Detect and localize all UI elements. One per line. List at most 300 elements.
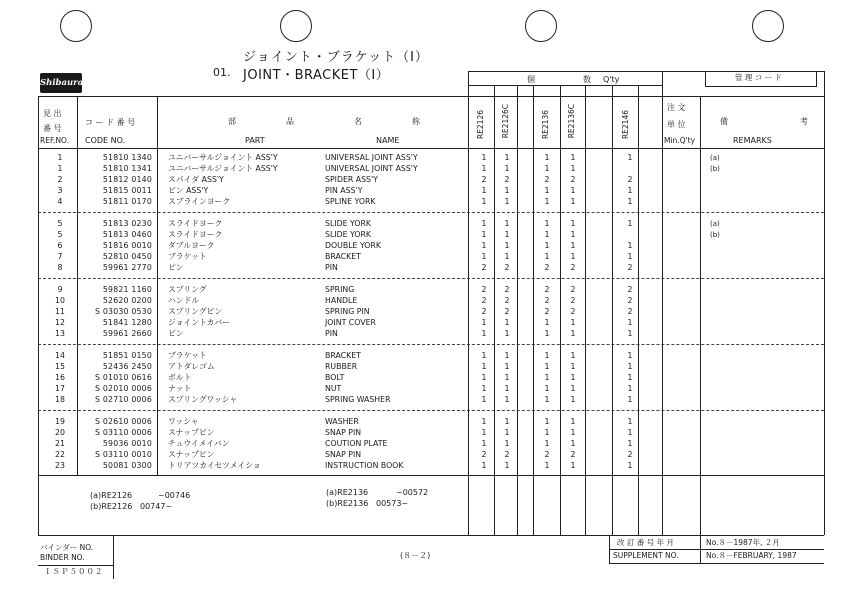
group-separator-3 [38, 344, 824, 345]
qty-re2126c: 1 [504, 384, 510, 393]
order-header-en: Min.Q'ty [664, 136, 696, 145]
ref-number: 5 [57, 219, 63, 228]
note-left-b-range: 00747~ [140, 502, 173, 511]
qty-re2136c: 1 [570, 329, 576, 338]
qty-header-en: Q'ty [603, 75, 620, 84]
model-label-re2146: RE2146 [621, 110, 630, 140]
qty-re2136: 2 [544, 307, 550, 316]
qty-re2136c: 1 [570, 164, 576, 173]
qty-re2136: 1 [544, 164, 550, 173]
qty-re2126c: 1 [504, 362, 510, 371]
qty-re2146: 2 [627, 296, 633, 305]
ref-number: 10 [55, 296, 65, 305]
part-name-jp: スナップピン [168, 428, 215, 437]
qty-re2126c: 2 [504, 285, 510, 294]
part-name-en: INSTRUCTION BOOK [325, 461, 404, 470]
code-number: 51815 0011 [102, 186, 152, 195]
qty-re2136c: 1 [570, 219, 576, 228]
code-number: 51810 1340 [102, 153, 152, 162]
table-row [0, 186, 841, 196]
qty-re2146: 1 [627, 384, 633, 393]
model-label-re2126c: RE2126C [501, 104, 510, 139]
qty-re2136: 1 [544, 439, 550, 448]
code-number: 51812 0140 [102, 175, 152, 184]
part-name-en: SPLINE YORK [325, 197, 376, 206]
qty-re2126: 2 [481, 285, 487, 294]
qty-re2126c: 1 [504, 241, 510, 250]
qty-re2126: 1 [481, 428, 487, 437]
ref-number: 8 [57, 263, 63, 272]
qty-re2126c: 1 [504, 439, 510, 448]
ref-number: 2 [57, 175, 63, 184]
frame-top [38, 96, 824, 97]
qty-re2126c: 2 [504, 263, 510, 272]
part-header-en: PART [245, 136, 265, 145]
remark: (b) [710, 165, 720, 173]
part-name-en: BRACKET [325, 252, 361, 261]
table-row [0, 450, 841, 460]
management-code-label: 管 理 コ ー ド [735, 73, 783, 82]
part-name-en: PIN [325, 263, 338, 272]
ref-number: 5 [57, 230, 63, 239]
qty-re2136: 1 [544, 153, 550, 162]
qty-re2126: 1 [481, 197, 487, 206]
part-name-jp: ダブルヨーク [168, 241, 215, 250]
part-name-en: HANDLE [325, 296, 358, 305]
header-bottom [38, 148, 824, 149]
qty-re2126: 1 [481, 241, 487, 250]
remarks-header-jp2: 考 [800, 117, 808, 126]
qty-re2126: 1 [481, 230, 487, 239]
group-separator-4 [38, 410, 824, 411]
code-number: 59961 2770 [102, 263, 152, 272]
qty-re2136c: 1 [570, 384, 576, 393]
qty-re2126: 1 [481, 384, 487, 393]
qty-re2126c: 1 [504, 252, 510, 261]
remark: (a) [710, 220, 720, 228]
title-jp: ジョイント・ブラケット（Ⅰ） [243, 50, 429, 65]
table-row [0, 439, 841, 449]
table-row [0, 153, 841, 163]
part-name-jp: ユニバーサルジョイント ASS'Y [168, 164, 278, 173]
qty-re2126c: 1 [504, 153, 510, 162]
qty-re2126c: 1 [504, 428, 510, 437]
qty-re2126: 1 [481, 362, 487, 371]
qty-re2126: 1 [481, 395, 487, 404]
qty-re2126c: 1 [504, 318, 510, 327]
note-right-b-range: 00573~ [376, 499, 409, 508]
part-name-en: NUT [325, 384, 342, 393]
part-name-en: JOINT COVER [325, 318, 376, 327]
table-row [0, 373, 841, 383]
note-left-b: (b)RE2126 [90, 502, 133, 511]
qty-subheader-line [468, 85, 662, 86]
ref-number: 20 [55, 428, 65, 437]
part-name-en: BOLT [325, 373, 345, 382]
code-number: S 02610 0006 [95, 417, 152, 426]
qty-re2126: 1 [481, 329, 487, 338]
qty-header-jp1: 個 [527, 75, 535, 84]
binder-label-en: BINDER NO. [40, 553, 85, 562]
name-header-jp1: 名 [354, 117, 362, 126]
binder-hole-4 [752, 10, 784, 42]
table-row [0, 230, 841, 240]
qty-re2126: 1 [481, 318, 487, 327]
binder-hole-3 [525, 10, 557, 42]
qty-re2136: 1 [544, 384, 550, 393]
binder-hole-1 [60, 10, 92, 42]
qty-re2146: 1 [627, 373, 633, 382]
part-name-jp: スパイダ ASS'Y [168, 175, 224, 184]
qty-re2136c: 1 [570, 241, 576, 250]
qty-re2136: 2 [544, 263, 550, 272]
qty-re2126c: 1 [504, 329, 510, 338]
code-number: 51813 0460 [102, 230, 152, 239]
qty-re2136c: 1 [570, 252, 576, 261]
part-name-jp: スナップピン [168, 450, 215, 459]
code-number: S 03110 0010 [95, 450, 152, 459]
supplement-label-en: SUPPLEMENT NO. [613, 551, 679, 560]
qty-re2136: 2 [544, 285, 550, 294]
part-name-en: BRACKET [325, 351, 361, 360]
table-row [0, 461, 841, 471]
table-row [0, 219, 841, 229]
ref-number: 12 [55, 318, 65, 327]
name-header-jp2: 称 [412, 117, 420, 126]
qty-re2126c: 2 [504, 296, 510, 305]
code-number: 52810 0450 [102, 252, 152, 261]
qty-re2126c: 2 [504, 175, 510, 184]
ref-number: 23 [55, 461, 65, 470]
note-right-a: (a)RE2136 [326, 488, 369, 497]
code-number: 51841 1280 [102, 318, 152, 327]
binder-number: ＩＳＰ５００２ [44, 567, 104, 576]
supplement-label-jp: 改 訂 番 号 年 月 [617, 538, 674, 547]
part-name-jp: スライドヨーク [168, 230, 223, 239]
code-number: S 01010 0616 [95, 373, 152, 382]
part-name-jp: スプリング [168, 285, 207, 294]
part-name-jp: ユニバーサルジョイント ASS'Y [168, 153, 278, 162]
code-number: S 03030 0530 [95, 307, 152, 316]
qty-re2126c: 1 [504, 417, 510, 426]
part-name-jp: ピン ASS'Y [168, 186, 209, 195]
qty-re2136c: 2 [570, 307, 576, 316]
part-name-en: SNAP PIN [325, 450, 362, 459]
qty-re2136: 2 [544, 450, 550, 459]
qty-re2126: 1 [481, 439, 487, 448]
part-name-jp: スプリングピン [168, 307, 223, 316]
part-header-jp2: 品 [286, 117, 294, 126]
part-name-en: SPIDER ASS'Y [325, 175, 378, 184]
qty-re2146: 1 [627, 428, 633, 437]
qty-re2126c: 1 [504, 186, 510, 195]
qty-re2126: 1 [481, 153, 487, 162]
part-name-en: PIN ASS'Y [325, 186, 363, 195]
qty-re2146: 2 [627, 175, 633, 184]
qty-re2136c: 1 [570, 197, 576, 206]
order-header-jp2: 単 位 [667, 120, 686, 129]
binder-right-line [113, 535, 114, 579]
qty-re2126c: 1 [504, 395, 510, 404]
ref-header-jp1: 見 出 [43, 109, 62, 118]
qty-re2126: 2 [481, 263, 487, 272]
qty-re2126: 2 [481, 296, 487, 305]
qty-re2146: 1 [627, 417, 633, 426]
part-name-jp: ピン [168, 263, 184, 272]
table-row [0, 296, 841, 306]
qty-re2126: 1 [481, 186, 487, 195]
table-row [0, 175, 841, 185]
part-name-jp: ワッシャ [168, 417, 199, 426]
qty-re2136c: 2 [570, 450, 576, 459]
qty-re2136: 1 [544, 241, 550, 250]
qty-re2146: 1 [627, 219, 633, 228]
model-label-re2136c: RE2136C [567, 104, 576, 139]
note-right-a-range: ~00572 [396, 488, 429, 497]
notes-top [38, 475, 824, 476]
model-label-re2136: RE2136 [541, 110, 550, 140]
logo-text: Shibaura [40, 78, 84, 88]
qty-re2136c: 1 [570, 395, 576, 404]
qty-re2126c: 2 [504, 450, 510, 459]
part-name-en: RUBBER [325, 362, 358, 371]
title-en: JOINT・BRACKET（Ⅰ） [243, 68, 390, 83]
part-name-en: PIN [325, 329, 338, 338]
table-row [0, 241, 841, 251]
binder-label-jp: バインダー NO. [40, 543, 94, 552]
remark: (b) [710, 231, 720, 239]
table-row [0, 351, 841, 361]
qty-re2136c: 1 [570, 362, 576, 371]
qty-re2136c: 1 [570, 428, 576, 437]
qty-re2126c: 1 [504, 373, 510, 382]
code-number: 59036 0010 [102, 439, 152, 448]
qty-header-jp2: 数 [583, 75, 591, 84]
qty-re2136: 1 [544, 461, 550, 470]
page-reference: (８－２) [400, 551, 431, 560]
qty-re2136c: 1 [570, 461, 576, 470]
qty-re2146: 1 [627, 197, 633, 206]
code-number: S 02710 0006 [95, 395, 152, 404]
table-row [0, 362, 841, 372]
ref-header-en: REF.NO. [40, 136, 70, 145]
qty-re2136c: 2 [570, 285, 576, 294]
qty-re2146: 1 [627, 153, 633, 162]
qty-re2136: 1 [544, 428, 550, 437]
code-number: 51811 0170 [102, 197, 152, 206]
qty-re2126: 1 [481, 417, 487, 426]
qty-re2136c: 2 [570, 175, 576, 184]
note-left-a: (a)RE2126 [90, 491, 133, 500]
table-row [0, 395, 841, 405]
table-row [0, 164, 841, 174]
qty-re2146: 1 [627, 252, 633, 261]
binder-divider [38, 565, 113, 566]
qty-re2126: 1 [481, 373, 487, 382]
ref-number: 3 [57, 186, 63, 195]
qty-re2146: 1 [627, 329, 633, 338]
code-header-en: CODE NO. [85, 136, 126, 145]
group-separator-2 [38, 278, 824, 279]
part-name-jp: ピン [168, 329, 184, 338]
part-name-en: SPRING PIN [325, 307, 370, 316]
qty-re2126c: 2 [504, 307, 510, 316]
part-name-en: SNAP PIN [325, 428, 362, 437]
table-row [0, 285, 841, 295]
qty-re2126: 2 [481, 307, 487, 316]
shibaura-logo [40, 73, 82, 93]
order-header-jp1: 注 文 [667, 103, 686, 112]
table-row [0, 384, 841, 394]
qty-re2146: 1 [627, 461, 633, 470]
ref-number: 9 [57, 285, 63, 294]
ref-number: 19 [55, 417, 65, 426]
part-name-jp: ハンドル [168, 296, 200, 305]
code-number: S 02010 0006 [95, 384, 152, 393]
supplement-value-jp: No.８－1987年, ２月 [706, 538, 780, 547]
qty-re2136: 1 [544, 252, 550, 261]
qty-re2126: 2 [481, 450, 487, 459]
qty-re2126: 1 [481, 351, 487, 360]
part-name-jp: スプラインヨーク [168, 197, 231, 206]
ref-number: 6 [57, 241, 63, 250]
qty-re2136: 1 [544, 197, 550, 206]
qty-re2126: 1 [481, 461, 487, 470]
qty-re2136c: 1 [570, 417, 576, 426]
qty-re2126: 1 [481, 219, 487, 228]
supplement-value-en: No.８－FEBRUARY, 1987 [706, 551, 797, 560]
table-row [0, 329, 841, 339]
qty-re2136: 1 [544, 219, 550, 228]
table-row [0, 263, 841, 273]
qty-re2136c: 1 [570, 318, 576, 327]
qty-re2136: 2 [544, 296, 550, 305]
ref-header-jp2: 番 号 [43, 124, 62, 133]
part-name-en: UNIVERSAL JOINT ASS'Y [325, 153, 418, 162]
qty-re2126c: 1 [504, 230, 510, 239]
code-number: 51851 0150 [102, 351, 152, 360]
ref-number: 17 [55, 384, 65, 393]
part-name-en: DOUBLE YORK [325, 241, 381, 250]
part-name-jp: スライドヨーク [168, 219, 223, 228]
part-name-en: UNIVERSAL JOINT ASS'Y [325, 164, 418, 173]
part-name-en: COUTION PLATE [325, 439, 388, 448]
qty-re2146: 1 [627, 439, 633, 448]
ref-number: 21 [55, 439, 65, 448]
qty-re2136c: 1 [570, 230, 576, 239]
part-header-jp1: 部 [228, 117, 236, 126]
qty-re2146: 1 [627, 362, 633, 371]
qty-re2136: 1 [544, 318, 550, 327]
ref-number: 22 [55, 450, 65, 459]
part-name-en: SLIDE YORK [325, 230, 372, 239]
ref-number: 18 [55, 395, 65, 404]
qty-re2146: 1 [627, 241, 633, 250]
code-number: 52620 0200 [102, 296, 152, 305]
code-number: S 03110 0006 [95, 428, 152, 437]
table-row [0, 307, 841, 317]
qty-re2126c: 1 [504, 197, 510, 206]
qty-top [468, 71, 824, 72]
qty-re2136c: 2 [570, 263, 576, 272]
qty-re2136: 1 [544, 362, 550, 371]
table-row [0, 197, 841, 207]
remarks-header-jp1: 備 [720, 117, 728, 126]
supp-divider [609, 549, 824, 550]
part-name-en: SPRING WASHER [325, 395, 391, 404]
code-number: 59961 2660 [102, 329, 152, 338]
table-row [0, 318, 841, 328]
part-name-jp: トリアツカイセツメイショ [168, 461, 261, 470]
qty-re2126: 1 [481, 252, 487, 261]
binder-hole-2 [280, 10, 312, 42]
part-name-jp: チュウイメイバン [168, 439, 230, 448]
ref-number: 4 [57, 197, 63, 206]
ref-number: 1 [57, 164, 63, 173]
qty-re2126c: 1 [504, 219, 510, 228]
code-number: 50081 0300 [102, 461, 152, 470]
qty-re2146: 1 [627, 318, 633, 327]
part-name-jp: ボルト [168, 373, 192, 382]
qty-re2146: 1 [627, 351, 633, 360]
qty-re2136: 1 [544, 351, 550, 360]
qty-re2146: 1 [627, 186, 633, 195]
ref-number: 11 [55, 307, 65, 316]
qty-re2136: 1 [544, 186, 550, 195]
part-name-jp: ナット [168, 384, 192, 393]
qty-re2136: 1 [544, 230, 550, 239]
code-number: 59821 1160 [102, 285, 152, 294]
part-name-en: SPRING [325, 285, 355, 294]
qty-re2136: 1 [544, 373, 550, 382]
model-label-re2126: RE2126 [476, 110, 485, 140]
part-name-en: WASHER [325, 417, 359, 426]
qty-re2126c: 1 [504, 164, 510, 173]
table-row [0, 428, 841, 438]
qty-re2136: 1 [544, 417, 550, 426]
ref-number: 13 [55, 329, 65, 338]
group-separator-1 [38, 212, 824, 213]
ref-number: 7 [57, 252, 63, 261]
part-name-jp: スプリングワッシャ [168, 395, 238, 404]
part-name-jp: ブラケット [168, 351, 207, 360]
code-number: 51816 0010 [102, 241, 152, 250]
qty-re2136c: 1 [570, 351, 576, 360]
code-header-jp: コ ー ド 番 号 [85, 118, 136, 127]
remarks-header-en: REMARKS [733, 136, 772, 145]
qty-re2146: 2 [627, 307, 633, 316]
ref-number: 15 [55, 362, 65, 371]
qty-re2136c: 1 [570, 439, 576, 448]
remark: (a) [710, 154, 720, 162]
frame-bottom [38, 535, 824, 536]
table-row [0, 417, 841, 427]
qty-re2136c: 2 [570, 296, 576, 305]
code-number: 51810 1341 [102, 164, 152, 173]
note-right-b: (b)RE2136 [326, 499, 369, 508]
qty-re2136c: 1 [570, 153, 576, 162]
qty-re2146: 2 [627, 285, 633, 294]
part-name-jp: ブラケット [168, 252, 207, 261]
qty-re2126: 1 [481, 164, 487, 173]
qty-re2146: 2 [627, 450, 633, 459]
code-number: 51813 0230 [102, 219, 152, 228]
qty-re2136: 1 [544, 329, 550, 338]
ref-number: 16 [55, 373, 65, 382]
part-name-jp: ジョイントカバー [168, 318, 230, 327]
page-number: 01. [213, 66, 231, 79]
qty-re2136: 2 [544, 175, 550, 184]
